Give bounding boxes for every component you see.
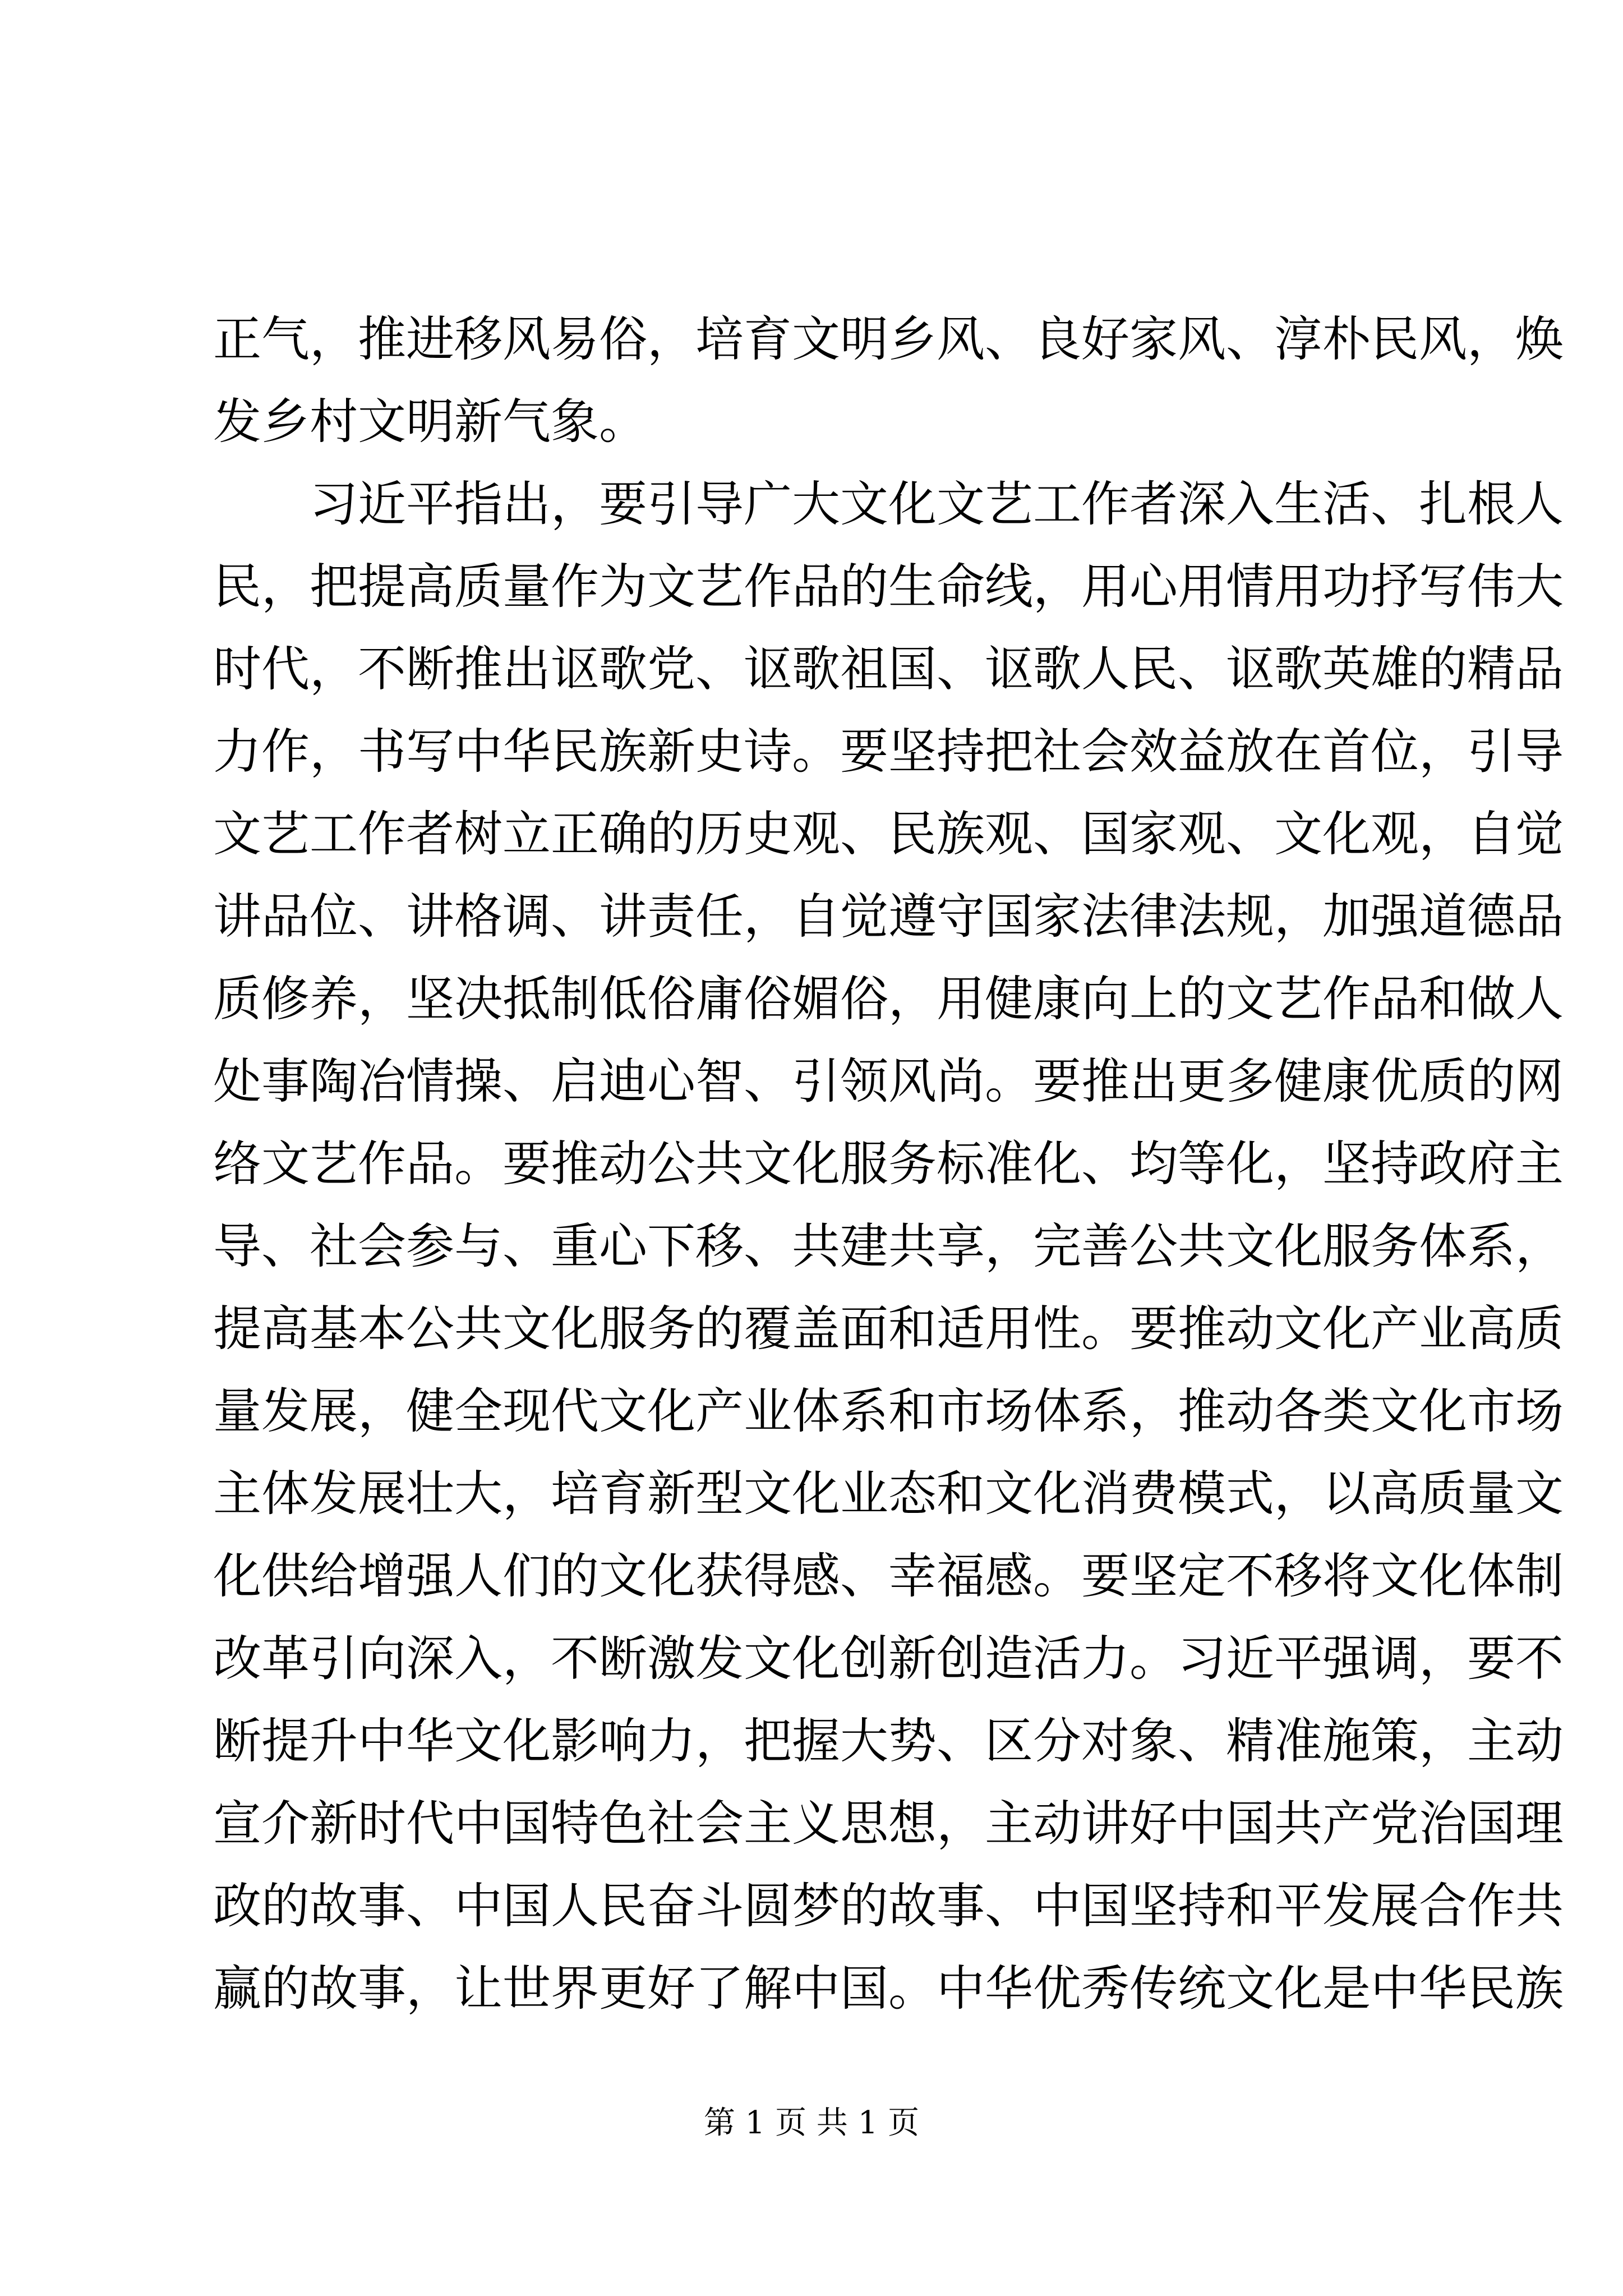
- text-line: 宣介新时代中国特色社会主义思想，主动讲好中国共产党治国理: [213, 1796, 1564, 1852]
- text-line: 讲品位、讲格调、讲责任，自觉遵守国家法律法规，加强道德品: [213, 889, 1564, 945]
- text-line: 质修养，坚决抵制低俗庸俗媚俗，用健康向上的文艺作品和做人: [213, 971, 1564, 1027]
- text-line: 断提升中华文化影响力，把握大势、区分对象、精准施策，主动: [213, 1713, 1564, 1769]
- text-line: 化供给增强人们的文化获得感、幸福感。要坚定不移将文化体制: [213, 1548, 1564, 1604]
- text-line: 文艺工作者树立正确的历史观、民族观、国家观、文化观，自觉: [213, 806, 1564, 862]
- text-line: 量发展，健全现代文化产业体系和市场体系，推动各类文化市场: [213, 1383, 1564, 1439]
- text-line: 时代，不断推出讴歌党、讴歌祖国、讴歌人民、讴歌英雄的精品: [213, 641, 1564, 697]
- text-line: 提高基本公共文化服务的覆盖面和适用性。要推动文化产业高质: [213, 1301, 1564, 1357]
- text-line: 政的故事、中国人民奋斗圆梦的故事、中国坚持和平发展合作共: [213, 1878, 1564, 1934]
- text-line: 正气，推进移风易俗，培育文明乡风、良好家风、淳朴民风，焕: [213, 311, 1564, 367]
- text-line: 络文艺作品。要推动公共文化服务标准化、均等化，坚持政府主: [213, 1136, 1564, 1192]
- text-line: 民，把提高质量作为文艺作品的生命线，用心用情用功抒写伟大: [213, 559, 1564, 615]
- text-line: 力作，书写中华民族新史诗。要坚持把社会效益放在首位，引导: [213, 724, 1564, 780]
- text-line: 导、社会参与、重心下移、共建共享，完善公共文化服务体系，: [213, 1218, 1564, 1274]
- text-line: 赢的故事，让世界更好了解中国。中华优秀传统文化是中华民族: [213, 1961, 1564, 2017]
- text-line: 习近平指出，要引导广大文化文艺工作者深入生活、扎根人: [310, 476, 1564, 532]
- page-number-label: 第 1 页 共 1 页: [703, 2105, 920, 2141]
- text-line: 处事陶冶情操、启迪心智、引领风尚。要推出更多健康优质的网: [213, 1053, 1564, 1110]
- text-line: 改革引向深入，不断激发文化创新创造活力。习近平强调，要不: [213, 1631, 1564, 1687]
- text-line: 发乡村文明新气象。: [213, 394, 647, 450]
- page-footer: [0, 2101, 1623, 2146]
- text-line: 主体发展壮大，培育新型文化业态和文化消费模式，以高质量文: [213, 1466, 1564, 1522]
- document-body: [213, 298, 1564, 2030]
